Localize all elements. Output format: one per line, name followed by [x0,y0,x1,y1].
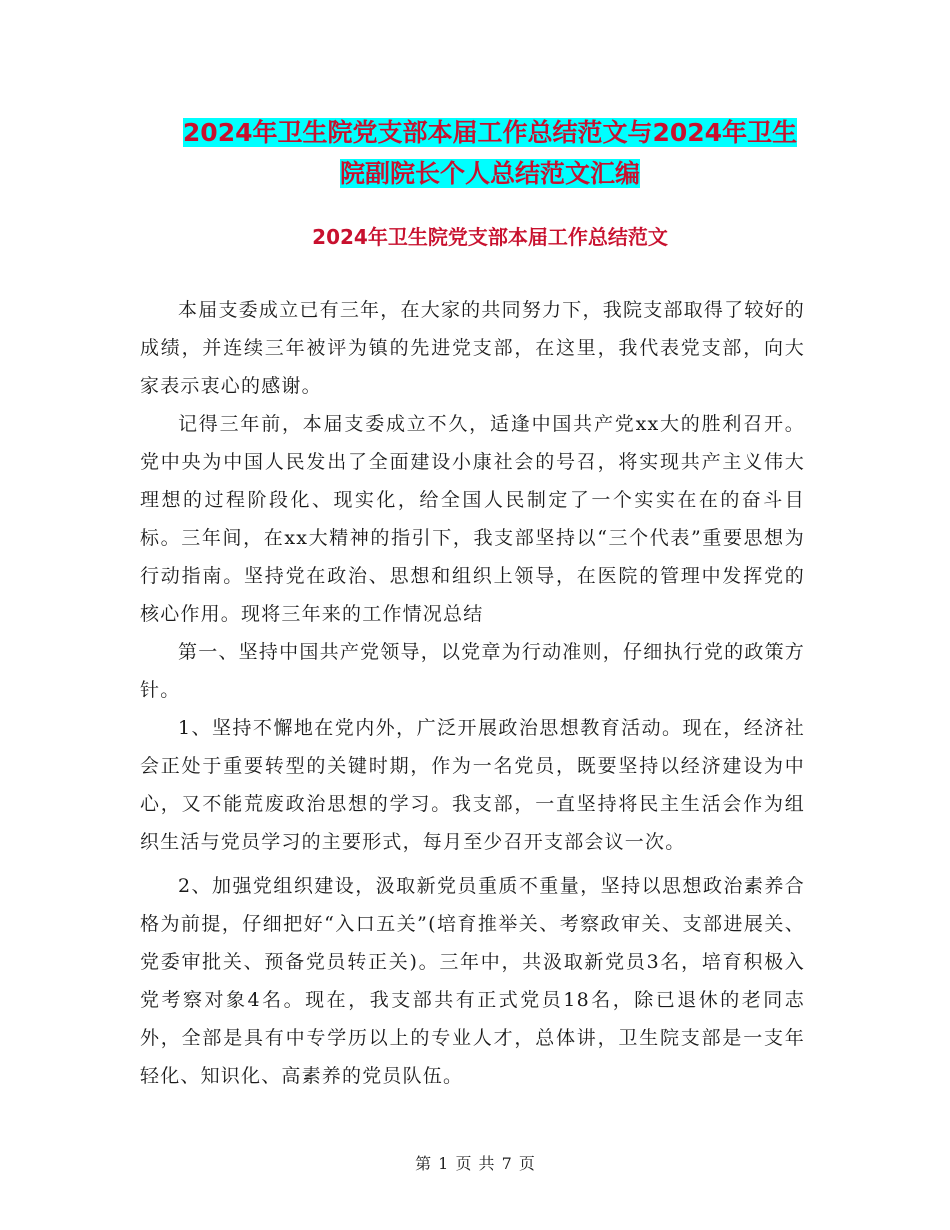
document-title-line-2: 院副院长个人总结范文汇编 [339,159,640,188]
paragraph-2: 记得三年前，本届支委成立不久，适逢中国共产党xx大的胜利召开。党中央为中国人民发出了全面建设小康社会的号召，将实现共产主义伟大理想的过程阶段化、现实化，给全国人民制定了一个实实在在的奋斗目标。三年间，在xx大精神的指引下，我支部坚持以“三个代表”重要思想为行动指南。坚持党在政治、思想和组织上领导，在医院的管理中发挥党的核心作用。现将三年来的工作情况总结 [140,413,805,625]
paragraph-5: 2、加强党组织建设，汲取新党员重质不重量，坚持以思想政治素养合格为前提，仔细把好“入口五关”(培育推举关、考察政审关、支部进展关、党委审批关、预备党员转正关)。三年中，共汲取新党员3名，培育积极入党考察对象4名。现在，我支部共有正式党员18名，除已退休的老同志外，全部是具有中专学历以上的专业人才，总体讲，卫生院支部是一支年轻化、知识化、高素养的党员队伍。 [140,875,805,1087]
document-body [140,291,805,1095]
paragraph-4: 1、坚持不懈地在党内外，广泛开展政治思想教育活动。现在，经济社会正处于重要转型的关键时期，作为一名党员，既要坚持以经济建设为中心，又不能荒废政治思想的学习。我支部，一直坚持将民主生活会作为组织生活与党员学习的主要形式，每月至少召开支部会议一次。 [140,717,805,853]
document-title-line-1: 2024年卫生院党支部本届工作总结范文与2024年卫生 [182,118,798,147]
section-title: 2024年卫生院党支部本届工作总结范文 [312,225,668,249]
paragraph-3: 第一、坚持中国共产党领导，以党章为行动准则，仔细执行党的政策方针。 [140,641,805,701]
paragraph-1: 本届支委成立已有三年，在大家的共同努力下，我院支部取得了较好的成绩，并连续三年被评为镇的先进党支部，在这里，我代表党支部，向大家表示衷心的感谢。 [140,299,805,397]
document-title [140,112,840,194]
page-footer: 第 1 页 共 7 页 [415,1154,535,1173]
